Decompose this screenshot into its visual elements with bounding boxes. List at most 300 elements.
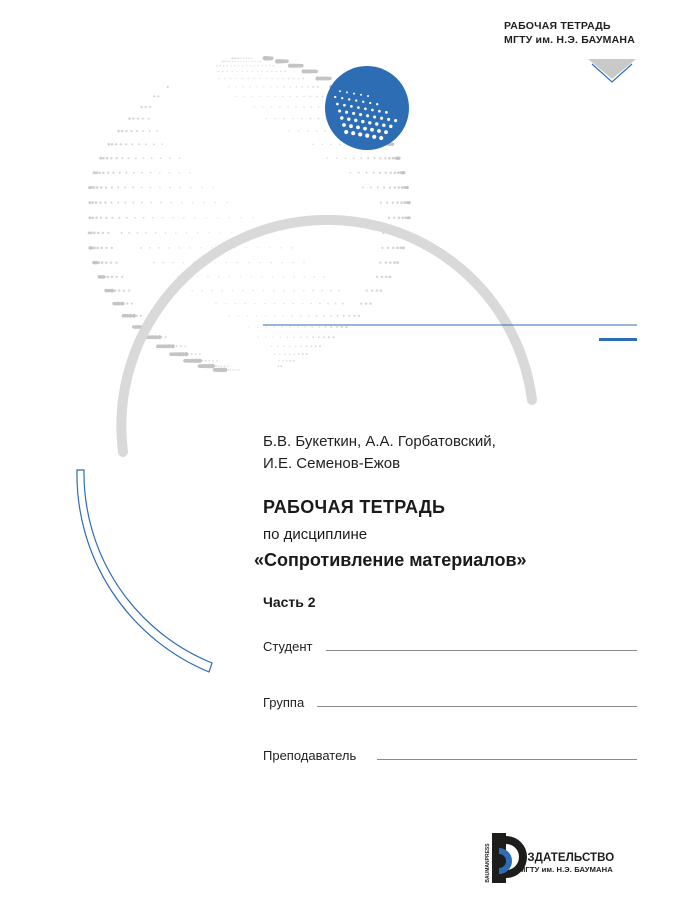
globe-dot [323, 315, 325, 317]
globe-dot [208, 232, 209, 233]
globe-dot [279, 106, 280, 107]
globe-dot [212, 360, 214, 362]
globe-dot [369, 302, 371, 304]
globe-dot [197, 276, 199, 278]
sphere-dot [361, 120, 364, 123]
globe-dot [258, 65, 259, 66]
globe-dot [271, 262, 272, 263]
globe-dot [300, 315, 302, 317]
globe-dot [267, 96, 268, 97]
globe-dot [265, 118, 266, 119]
sphere-dot [358, 132, 362, 136]
globe-dot [306, 353, 308, 355]
globe-dot [168, 345, 170, 347]
globe-dot [317, 86, 319, 88]
globe-dot [343, 315, 345, 317]
globe-dot [150, 187, 152, 189]
globe-dot [93, 247, 96, 250]
globe-dot [224, 78, 225, 79]
sphere-dot [345, 111, 348, 114]
globe-dot [322, 95, 324, 97]
globe-dot [302, 353, 304, 355]
discipline-label: по дисциплине [263, 526, 368, 543]
globe-dot [160, 202, 162, 204]
globe-dot [303, 106, 305, 108]
globe-dot [253, 290, 254, 291]
sphere-dot [394, 119, 397, 122]
globe-dot [366, 289, 368, 291]
globe-dot [180, 353, 182, 355]
globe-dot [293, 336, 295, 338]
globe-dot [401, 186, 404, 189]
globe-dot [128, 314, 131, 317]
globe-dot [157, 95, 159, 97]
sphere-dot [340, 116, 343, 119]
globe-dot [311, 326, 313, 328]
globe-dot [270, 86, 271, 87]
globe-dot [319, 345, 321, 347]
globe-dot [105, 261, 108, 264]
globe-dot [318, 326, 320, 328]
globe-dot [201, 187, 202, 188]
globe-dot [316, 315, 318, 317]
globe-dot [242, 290, 243, 291]
globe-dot [250, 65, 251, 66]
globe-dot [249, 86, 250, 87]
globe-dot [291, 247, 292, 248]
globe-dot [119, 302, 122, 305]
globe-dot [271, 346, 272, 347]
sphere-dot [346, 91, 348, 93]
globe-dot [242, 58, 243, 59]
globe-dot [381, 276, 383, 278]
globe-dot [293, 290, 295, 292]
globe-dot [249, 61, 250, 62]
globe-dot [358, 315, 360, 317]
globe-dot [288, 78, 290, 80]
globe-dot [246, 61, 247, 62]
globe-dot [332, 336, 334, 338]
globe-dot [91, 216, 94, 219]
globe-dot [289, 326, 291, 328]
globe-dot [367, 157, 369, 159]
globe-dot [263, 290, 264, 291]
globe-dot [201, 290, 203, 292]
globe-dot [321, 290, 323, 292]
globe-dot [203, 202, 204, 203]
globe-dot [324, 326, 326, 328]
globe-dot [387, 247, 389, 249]
globe-dot [257, 61, 258, 62]
globe-dot [208, 365, 210, 367]
globe-dot [302, 69, 306, 73]
globe-dot [259, 96, 260, 97]
globe-dot [295, 106, 297, 108]
globe-dot [169, 187, 171, 189]
globe-dot [149, 106, 151, 108]
sphere-dot [377, 129, 381, 133]
globe-dot [303, 290, 305, 292]
globe-dot [149, 130, 151, 132]
globe-dot [282, 360, 284, 362]
sphere-dot [356, 126, 360, 130]
sphere-dot [362, 101, 364, 103]
globe-dot [156, 130, 158, 132]
globe-dot [181, 202, 183, 204]
globe-dot [247, 71, 248, 72]
globe-dot [251, 58, 252, 59]
globe-dot [283, 346, 285, 348]
globe-dot [135, 157, 137, 159]
globe-dot [283, 86, 285, 88]
globe-dot [272, 336, 273, 337]
globe-dot [330, 290, 332, 292]
globe-dot [393, 217, 395, 219]
globe-dot [263, 56, 267, 60]
globe-dot [142, 118, 144, 120]
globe-dot [183, 217, 185, 219]
globe-dot [101, 261, 104, 264]
globe-dot [228, 315, 229, 316]
sphere-dot [375, 122, 378, 125]
globe-dot [111, 247, 113, 249]
teacher-label: Преподаватель [263, 748, 357, 763]
globe-dot [260, 78, 261, 79]
globe-dot [126, 302, 128, 304]
globe-dot [197, 232, 199, 234]
blue-outline-arc [77, 470, 212, 672]
globe-dot [274, 315, 275, 316]
globe-dot [257, 71, 258, 72]
globe-dot [254, 303, 255, 304]
sphere-dot [357, 106, 360, 109]
globe-dot [215, 303, 216, 304]
globe-dot [117, 130, 120, 133]
globe-dot [254, 61, 255, 62]
globe-dot [323, 276, 325, 278]
globe-dot [280, 247, 281, 248]
globe-dot [110, 261, 112, 263]
globe-dot [315, 76, 319, 80]
globe-dot [283, 303, 284, 304]
globe-dot [373, 157, 375, 159]
globe-dot [296, 86, 298, 88]
globe-dot [262, 106, 263, 107]
part-number: Часть 2 [263, 594, 316, 610]
globe-dot [132, 202, 134, 204]
globe-dot [243, 61, 244, 62]
globe-dot [150, 202, 152, 204]
globe-dot [230, 78, 231, 79]
globe-dot [224, 60, 226, 62]
globe-dot [160, 336, 162, 338]
globe-dot [248, 58, 249, 59]
globe-dot [218, 71, 220, 73]
globe-dot [252, 217, 253, 218]
globe-dot [283, 315, 284, 316]
globe-dot [194, 217, 196, 219]
globe-dot [278, 365, 280, 367]
globe-dot [400, 201, 403, 204]
globe-dot [227, 365, 229, 367]
globe-dot [145, 232, 147, 234]
globe-dot [242, 65, 243, 66]
globe-dot [180, 345, 182, 347]
globe-dot [115, 157, 117, 159]
globe-dot [305, 345, 307, 347]
globe-dot [207, 276, 208, 277]
globe-dot [153, 336, 155, 338]
globe-dot [221, 290, 222, 291]
globe-dot [102, 171, 105, 174]
globe-dot [114, 289, 117, 292]
globe-dot [319, 303, 321, 305]
globe-dot [274, 303, 275, 304]
globe-dot [205, 360, 207, 362]
globe-dot [228, 86, 229, 87]
globe-dot [265, 315, 266, 316]
globe-dot [225, 303, 226, 304]
globe-dot [342, 303, 344, 305]
globe-dot [88, 201, 91, 204]
sphere-dot [343, 104, 346, 107]
globe-dot [273, 290, 274, 291]
globe-dot [279, 353, 281, 355]
globe-dot [130, 130, 132, 132]
globe-dot [246, 247, 247, 248]
globe-dot [264, 303, 265, 304]
sphere-dot [389, 125, 392, 128]
globe-dot [280, 336, 282, 338]
globe-dot [121, 130, 123, 132]
globe-dot [222, 369, 224, 371]
globe-dot [236, 57, 238, 59]
globe-dot [307, 130, 309, 132]
globe-dot [265, 65, 267, 67]
globe-dot [121, 157, 123, 159]
globe-dot [143, 157, 145, 159]
globe-dot [104, 201, 106, 203]
globe-dot [353, 315, 355, 317]
sphere-dot [352, 112, 355, 115]
globe-dot [108, 289, 111, 292]
globe-dot [111, 186, 113, 188]
globe-dot [101, 275, 104, 278]
globe-dot [241, 58, 242, 59]
globe-dot [308, 315, 310, 317]
authors-line-1: Б.В. Букеткин, А.А. Горбатовский, [263, 433, 496, 450]
globe-dot [212, 365, 214, 367]
sphere-dot [366, 114, 369, 117]
sphere-dot [360, 94, 362, 96]
globe-dot [257, 326, 258, 327]
globe-dot [102, 157, 105, 160]
globe-dot [385, 261, 387, 263]
sphere-dot [348, 98, 350, 100]
globe-dot [190, 187, 192, 189]
globe-dot [140, 315, 142, 317]
globe-dot [195, 360, 197, 362]
globe-dot [287, 336, 289, 338]
sphere-dot [365, 134, 369, 138]
globe-dot [124, 202, 126, 204]
globe-dot [310, 96, 312, 98]
globe-dot [396, 201, 399, 204]
globe-dot [195, 353, 197, 355]
globe-dot [162, 262, 164, 264]
globe-dot [254, 106, 255, 107]
globe-dot [300, 345, 302, 347]
globe-dot [116, 276, 118, 278]
globe-dot [234, 57, 236, 59]
sphere-dot [351, 131, 355, 135]
globe-dot [226, 262, 227, 263]
globe-dot [214, 262, 215, 263]
globe-dot [92, 186, 95, 189]
globe-dot [162, 217, 164, 219]
globe-dot [297, 326, 299, 328]
globe-dot [97, 232, 100, 235]
globe-dot [336, 326, 338, 328]
globe-dot [172, 345, 174, 347]
globe-dot [293, 118, 295, 120]
globe-dot [96, 186, 99, 189]
globe-dot [402, 246, 405, 249]
book-title: РАБОЧАЯ ТЕТРАДЬ [263, 497, 446, 517]
globe-dot [256, 315, 257, 316]
globe-dot [183, 353, 185, 355]
globe-dot [345, 326, 347, 328]
globe-dot [229, 276, 230, 277]
globe-dot [175, 232, 177, 234]
globe-dot [199, 353, 201, 355]
globe-dot [312, 144, 314, 146]
globe-dot [115, 261, 117, 263]
sphere-dot [376, 103, 378, 105]
sphere-dot [363, 127, 367, 131]
globe-dot [312, 86, 314, 88]
globe-dot [311, 106, 313, 108]
sphere-dot [373, 115, 376, 118]
globe-dot [176, 345, 178, 347]
globe-dot [227, 60, 229, 62]
globe-dot [397, 171, 400, 174]
globe-dot [393, 261, 396, 264]
globe-dot [265, 326, 266, 327]
globe-dot [293, 353, 295, 355]
globe-dot [249, 326, 250, 327]
globe-dot [208, 360, 210, 362]
globe-dot [115, 143, 117, 145]
globe-dot [269, 247, 270, 248]
globe-dot [362, 187, 364, 189]
sphere-dot [378, 110, 381, 113]
globe-dot [229, 61, 231, 63]
globe-dot [277, 86, 278, 87]
globe-dot [358, 172, 360, 174]
globe-dot [399, 247, 402, 250]
globe-dot [344, 157, 346, 159]
sphere-dot [359, 113, 362, 116]
globe-dot [288, 130, 289, 131]
globe-dot [237, 262, 238, 263]
globe-dot [231, 232, 232, 233]
sphere-dot [350, 105, 353, 108]
globe-dot [140, 247, 142, 249]
globe-dot [126, 217, 128, 219]
globe-dot [193, 360, 195, 362]
globe-dot [380, 202, 382, 204]
globe-dot [401, 216, 404, 219]
globe-dot [117, 186, 119, 188]
globe-dot [111, 143, 114, 146]
globe-dot [138, 143, 140, 145]
sphere-dot [385, 111, 388, 114]
globe-dot [239, 58, 241, 60]
globe-dot [244, 58, 245, 59]
globe-dot [227, 71, 228, 72]
globe-dot [336, 157, 338, 159]
globe-dot [353, 157, 355, 159]
globe-dot [272, 276, 273, 277]
globe-dot [235, 303, 236, 304]
globe-dot [107, 232, 109, 234]
globe-dot [283, 290, 284, 291]
sphere-dot [371, 109, 374, 112]
globe-dot [179, 172, 181, 174]
globe-dot [290, 86, 292, 88]
globe-dot [284, 353, 286, 355]
globe-dot [105, 186, 107, 188]
globe-dot [236, 369, 238, 371]
globe-dot [95, 171, 98, 174]
globe-dot [178, 353, 180, 355]
globe-dot [213, 187, 214, 188]
globe-dot [182, 262, 184, 264]
student-line [326, 650, 637, 651]
globe-dot [242, 71, 243, 72]
globe-dot [216, 65, 218, 67]
globe-dot [96, 247, 99, 250]
globe-dot [160, 157, 162, 159]
globe-dot [313, 276, 315, 278]
globe-dot [227, 65, 229, 67]
globe-dot [220, 232, 221, 233]
globe-dot [242, 86, 243, 87]
globe-dot [111, 217, 113, 219]
sphere-dot [338, 109, 341, 112]
globe-dot [95, 201, 98, 204]
globe-dot [124, 186, 126, 188]
globe-dot [107, 172, 109, 174]
sphere-dot [339, 90, 341, 92]
globe-dot [280, 365, 282, 367]
globe-dot [128, 232, 130, 234]
globe-dot [281, 326, 282, 327]
globe-dot [155, 232, 157, 234]
sphere-dot [384, 130, 388, 134]
globe-dot [219, 65, 221, 67]
globe-dot [121, 232, 123, 234]
series-triangle-gray [588, 59, 636, 79]
globe-dot [153, 143, 155, 145]
globe-dot [240, 61, 241, 62]
globe-dot [388, 157, 391, 160]
globe-dot [100, 186, 103, 189]
globe-dot [376, 276, 378, 278]
globe-dot [348, 315, 350, 317]
series-line-1: РАБОЧАЯ ТЕТРАДЬ [504, 20, 611, 32]
